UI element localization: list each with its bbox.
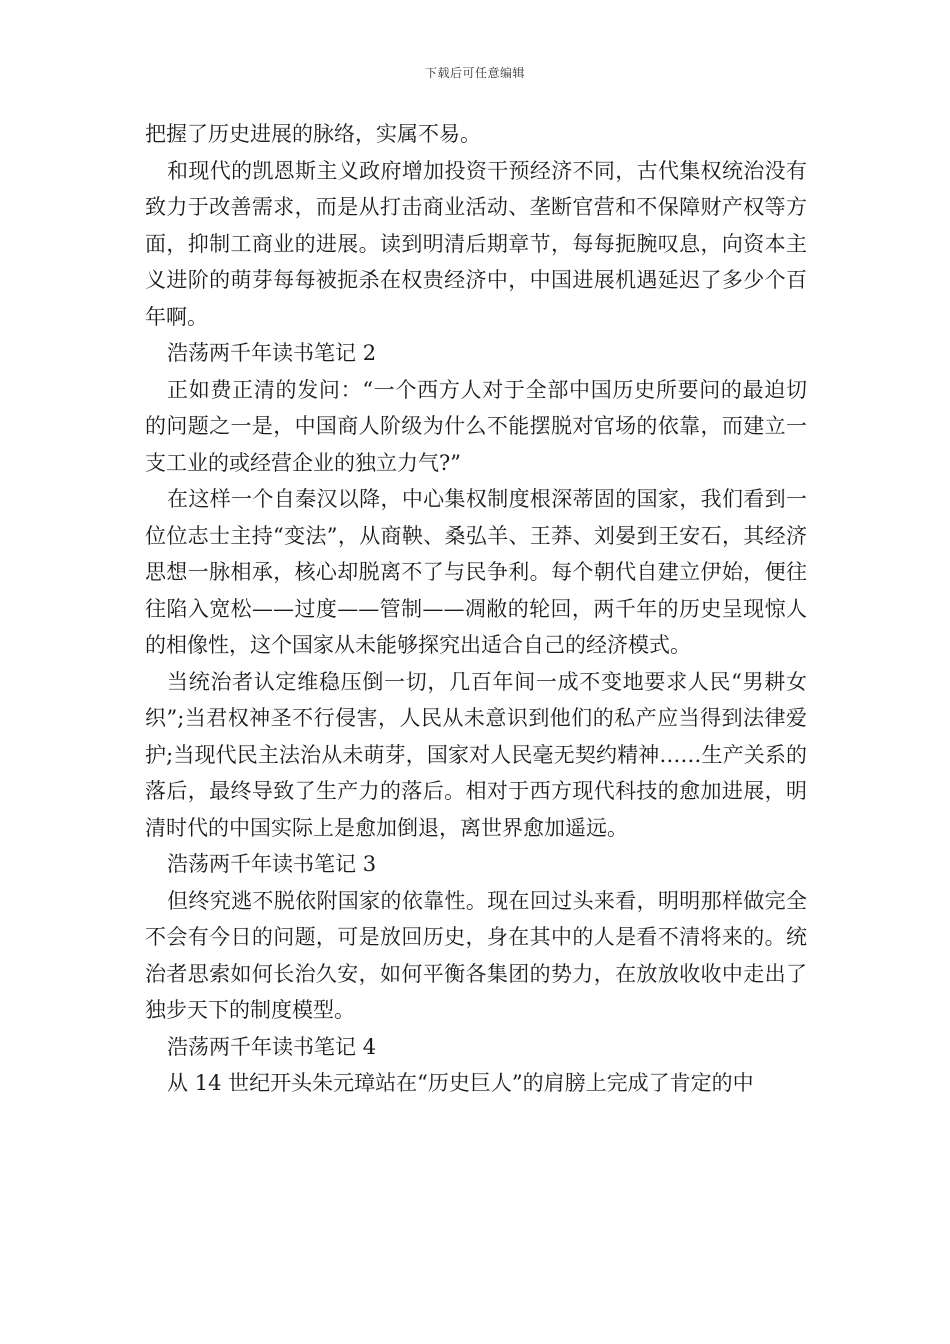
paragraph-1: 把握了历史进展的脉络，实属不易。 — [145, 122, 481, 146]
paragraph-4: 在这样一个自秦汉以降，中心集权制度根深蒂固的国家，我们看到一位位志士主持“变法”，从商鞅、桑弘羊、王莽、刘晏到王安石，其经济思想一脉相承，核心却脱离不了与民争利。每个朝代自建立伊始，便往往陷入宽松——过度——管制——凋敝的轮回，两千年的历史呈现惊人的相像性，这个国家从未能够探究出适合自己的经济模式。 — [145, 487, 807, 657]
section-heading-4: 浩荡两千年读书笔记 4 — [167, 1034, 377, 1059]
paragraph-2: 和现代的凯恩斯主义政府增加投资干预经济不同，古代集权统治没有致力于改善需求，而是从打击商业活动、垄断官营和不保障财产权等方面，抑制工商业的进展。读到明清后期章节，每每扼腕叹息，向资本主义进阶的萌芽每每被扼杀在权贵经济中，中国进展机遇延迟了多少个百年啊。 — [145, 158, 807, 329]
paragraph-3: 正如费正清的发问：“一个西方人对于全部中国历史所要问的最迫切的问题之一是，中国商人阶级为什么不能摆脱对官场的依靠，而建立一支工业的或经营企业的独立力气?” — [145, 377, 807, 475]
paragraph-5: 当统治者认定维稳压倒一切，几百年间一成不变地要求人民“男耕女织”;当君权神圣不行侵害，人民从未意识到他们的私产应当得到法律爱护;当现代民主法治从未萌芽，国家对人民毫无契约精神……生产关系的落后，最终导致了生产力的落后。相对于西方现代科技的愈加进展，明清时代的中国实际上是愈加倒退，离世界愈加遥远。 — [145, 669, 807, 840]
section-heading-2: 浩荡两千年读书笔记 2 — [167, 341, 377, 365]
paragraph-7: 从 14 世纪开头朱元璋站在“历史巨人”的肩膀上完成了肯定的中 — [167, 1071, 754, 1095]
document-body — [145, 116, 807, 1102]
paragraph-6: 但终究逃不脱依附国家的依靠性。现在回过头来看，明明那样做完全不会有今日的问题，可是放回历史，身在其中的人是看不清将来的。统治者思索如何长治久安，如何平衡各集团的势力，在放放收收中走出了独步天下的制度模型。 — [145, 888, 807, 1022]
page-header: 下载后可任意编辑 — [424, 66, 525, 80]
section-heading-3: 浩荡两千年读书笔记 3 — [167, 852, 377, 876]
